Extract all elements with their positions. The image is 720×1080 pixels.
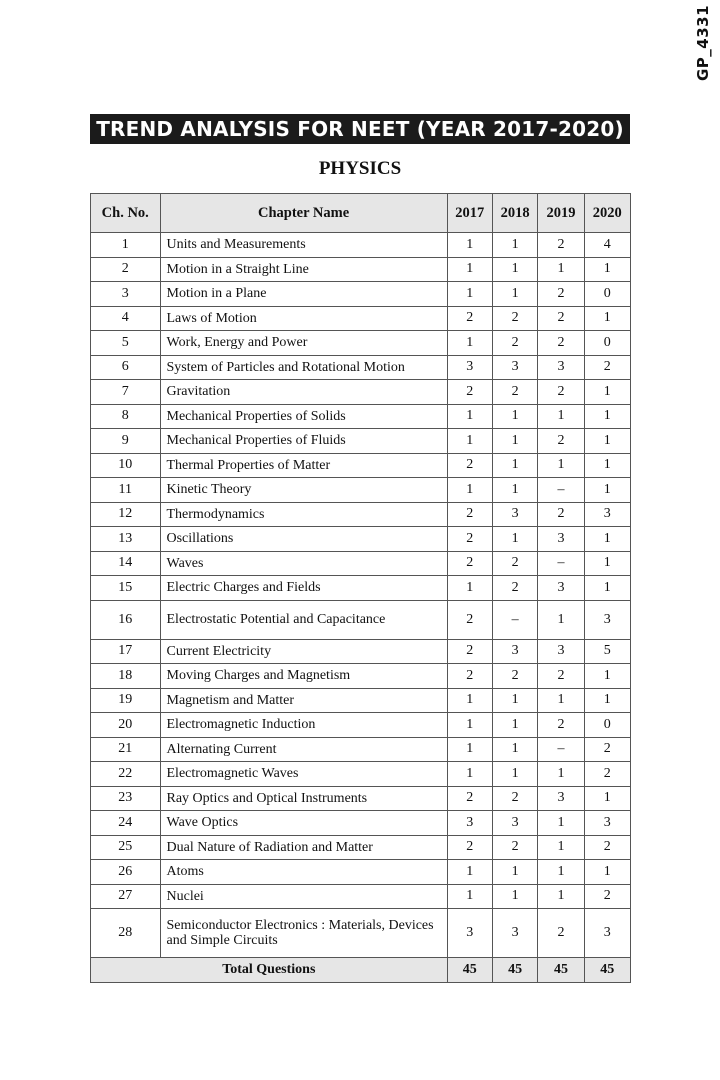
chapter-number: 9 [91, 429, 161, 454]
header-year-2020: 2020 [584, 194, 630, 233]
count-2017: 1 [447, 478, 492, 503]
chapter-name: Semiconductor Electronics : Materials, Devices and Simple Circuits [160, 909, 447, 958]
count-2019: 1 [538, 835, 584, 860]
count-2020: 1 [584, 786, 630, 811]
count-2019: – [538, 551, 584, 576]
count-2020: 2 [584, 737, 630, 762]
count-2019: 1 [538, 257, 584, 282]
table-row [91, 331, 631, 356]
table-row [91, 600, 631, 639]
chapter-number: 5 [91, 331, 161, 356]
chapter-name: Alternating Current [160, 737, 447, 762]
table-row [91, 737, 631, 762]
count-2019: – [538, 478, 584, 503]
chapter-number: 28 [91, 909, 161, 958]
chapter-name: Laws of Motion [160, 306, 447, 331]
header-chapter-name: Chapter Name [160, 194, 447, 233]
chapter-name: Mechanical Properties of Fluids [160, 429, 447, 454]
count-2017: 3 [447, 811, 492, 836]
table-row [91, 860, 631, 885]
table-row [91, 713, 631, 738]
count-2019: 3 [538, 639, 584, 664]
count-2019: 3 [538, 576, 584, 601]
count-2017: 1 [447, 282, 492, 307]
chapter-number: 25 [91, 835, 161, 860]
count-2020: 5 [584, 639, 630, 664]
count-2017: 2 [447, 664, 492, 689]
count-2017: 2 [447, 306, 492, 331]
table-row [91, 551, 631, 576]
table-row [91, 811, 631, 836]
chapter-number: 8 [91, 404, 161, 429]
count-2019: – [538, 737, 584, 762]
count-2019: 1 [538, 453, 584, 478]
trend-table [90, 193, 631, 983]
count-2018: 1 [492, 527, 537, 552]
table-row [91, 835, 631, 860]
table-row [91, 786, 631, 811]
total-2017: 45 [447, 958, 492, 983]
chapter-name: Magnetism and Matter [160, 688, 447, 713]
count-2020: 1 [584, 664, 630, 689]
count-2018: 2 [492, 551, 537, 576]
chapter-number: 19 [91, 688, 161, 713]
count-2018: 1 [492, 884, 537, 909]
chapter-number: 6 [91, 355, 161, 380]
chapter-number: 16 [91, 600, 161, 639]
chapter-number: 24 [91, 811, 161, 836]
count-2019: 2 [538, 909, 584, 958]
count-2020: 3 [584, 600, 630, 639]
chapter-name: Gravitation [160, 380, 447, 405]
count-2018: 1 [492, 233, 537, 258]
chapter-name: Thermal Properties of Matter [160, 453, 447, 478]
chapter-number: 17 [91, 639, 161, 664]
chapter-number: 3 [91, 282, 161, 307]
count-2020: 3 [584, 811, 630, 836]
count-2020: 1 [584, 380, 630, 405]
count-2020: 1 [584, 257, 630, 282]
count-2018: 2 [492, 331, 537, 356]
count-2018: 1 [492, 688, 537, 713]
count-2018: 2 [492, 835, 537, 860]
chapter-name: Dual Nature of Radiation and Matter [160, 835, 447, 860]
count-2018: 1 [492, 282, 537, 307]
count-2019: 2 [538, 233, 584, 258]
chapter-number: 18 [91, 664, 161, 689]
count-2017: 2 [447, 380, 492, 405]
chapter-name: Waves [160, 551, 447, 576]
count-2019: 1 [538, 811, 584, 836]
count-2017: 1 [447, 576, 492, 601]
count-2020: 1 [584, 306, 630, 331]
count-2019: 1 [538, 762, 584, 787]
table-row [91, 429, 631, 454]
count-2020: 4 [584, 233, 630, 258]
count-2019: 2 [538, 664, 584, 689]
count-2020: 3 [584, 909, 630, 958]
chapter-name: Units and Measurements [160, 233, 447, 258]
count-2017: 1 [447, 257, 492, 282]
count-2018: 1 [492, 453, 537, 478]
chapter-number: 4 [91, 306, 161, 331]
chapter-number: 20 [91, 713, 161, 738]
table-header-row [91, 194, 631, 233]
count-2020: 0 [584, 331, 630, 356]
chapter-number: 11 [91, 478, 161, 503]
count-2017: 1 [447, 429, 492, 454]
count-2020: 1 [584, 551, 630, 576]
count-2017: 1 [447, 884, 492, 909]
count-2019: 2 [538, 502, 584, 527]
chapter-name: Electrostatic Potential and Capacitance [160, 600, 447, 639]
count-2017: 3 [447, 355, 492, 380]
chapter-number: 23 [91, 786, 161, 811]
chapter-number: 15 [91, 576, 161, 601]
count-2017: 1 [447, 233, 492, 258]
chapter-name: Ray Optics and Optical Instruments [160, 786, 447, 811]
count-2019: 1 [538, 600, 584, 639]
chapter-number: 13 [91, 527, 161, 552]
count-2018: – [492, 600, 537, 639]
count-2017: 1 [447, 331, 492, 356]
table-row [91, 576, 631, 601]
count-2017: 1 [447, 737, 492, 762]
table-row [91, 502, 631, 527]
chapter-number: 14 [91, 551, 161, 576]
count-2019: 1 [538, 404, 584, 429]
table-row [91, 884, 631, 909]
count-2019: 1 [538, 860, 584, 885]
count-2017: 2 [447, 551, 492, 576]
count-2018: 1 [492, 737, 537, 762]
count-2018: 2 [492, 306, 537, 331]
table-row [91, 257, 631, 282]
total-2020: 45 [584, 958, 630, 983]
count-2018: 3 [492, 639, 537, 664]
table-row [91, 664, 631, 689]
count-2017: 1 [447, 860, 492, 885]
count-2017: 1 [447, 404, 492, 429]
chapter-name: Atoms [160, 860, 447, 885]
page-title-banner: TREND ANALYSIS FOR NEET (YEAR 2017-2020) [90, 114, 630, 144]
chapter-name: Nuclei [160, 884, 447, 909]
count-2019: 3 [538, 786, 584, 811]
count-2019: 2 [538, 713, 584, 738]
count-2020: 1 [584, 453, 630, 478]
header-ch-no: Ch. No. [91, 194, 161, 233]
chapter-number: 21 [91, 737, 161, 762]
count-2020: 1 [584, 860, 630, 885]
table-row [91, 355, 631, 380]
count-2019: 3 [538, 527, 584, 552]
chapter-name: Kinetic Theory [160, 478, 447, 503]
count-2017: 1 [447, 762, 492, 787]
chapter-name: Motion in a Straight Line [160, 257, 447, 282]
count-2020: 1 [584, 404, 630, 429]
total-2019: 45 [538, 958, 584, 983]
count-2019: 1 [538, 688, 584, 713]
chapter-name: Mechanical Properties of Solids [160, 404, 447, 429]
chapter-number: 27 [91, 884, 161, 909]
count-2019: 2 [538, 306, 584, 331]
count-2018: 1 [492, 713, 537, 738]
total-label: Total Questions [91, 958, 448, 983]
count-2017: 2 [447, 600, 492, 639]
count-2017: 3 [447, 909, 492, 958]
header-year-2018: 2018 [492, 194, 537, 233]
count-2017: 2 [447, 502, 492, 527]
table-row [91, 282, 631, 307]
chapter-number: 12 [91, 502, 161, 527]
chapter-number: 22 [91, 762, 161, 787]
count-2020: 0 [584, 713, 630, 738]
count-2017: 2 [447, 639, 492, 664]
table-row [91, 688, 631, 713]
count-2020: 2 [584, 762, 630, 787]
chapter-name: Electromagnetic Waves [160, 762, 447, 787]
count-2017: 2 [447, 453, 492, 478]
count-2019: 2 [538, 282, 584, 307]
chapter-name: Work, Energy and Power [160, 331, 447, 356]
count-2018: 1 [492, 762, 537, 787]
table-row [91, 404, 631, 429]
chapter-number: 1 [91, 233, 161, 258]
table-row [91, 909, 631, 958]
count-2019: 3 [538, 355, 584, 380]
count-2019: 2 [538, 429, 584, 454]
table-row [91, 639, 631, 664]
count-2018: 2 [492, 576, 537, 601]
document-code: GP_4331 [694, 4, 712, 82]
count-2018: 1 [492, 860, 537, 885]
table-row [91, 233, 631, 258]
header-year-2017: 2017 [447, 194, 492, 233]
table-row [91, 380, 631, 405]
table-body [91, 233, 631, 958]
total-2018: 45 [492, 958, 537, 983]
count-2020: 2 [584, 355, 630, 380]
count-2020: 0 [584, 282, 630, 307]
chapter-name: Electromagnetic Induction [160, 713, 447, 738]
count-2020: 1 [584, 576, 630, 601]
table-row [91, 527, 631, 552]
table-row [91, 762, 631, 787]
count-2018: 3 [492, 909, 537, 958]
count-2018: 3 [492, 355, 537, 380]
count-2018: 2 [492, 786, 537, 811]
count-2018: 1 [492, 429, 537, 454]
count-2018: 3 [492, 811, 537, 836]
count-2020: 1 [584, 478, 630, 503]
chapter-name: Electric Charges and Fields [160, 576, 447, 601]
header-year-2019: 2019 [538, 194, 584, 233]
count-2020: 2 [584, 835, 630, 860]
count-2017: 2 [447, 786, 492, 811]
count-2020: 3 [584, 502, 630, 527]
count-2019: 2 [538, 331, 584, 356]
chapter-name: Moving Charges and Magnetism [160, 664, 447, 689]
count-2018: 3 [492, 502, 537, 527]
chapter-name: Motion in a Plane [160, 282, 447, 307]
chapter-name: Oscillations [160, 527, 447, 552]
table-row [91, 306, 631, 331]
chapter-number: 26 [91, 860, 161, 885]
count-2017: 2 [447, 835, 492, 860]
count-2020: 2 [584, 884, 630, 909]
subject-heading: PHYSICS [318, 158, 402, 179]
count-2020: 1 [584, 688, 630, 713]
count-2018: 1 [492, 257, 537, 282]
chapter-name: Thermodynamics [160, 502, 447, 527]
count-2018: 2 [492, 380, 537, 405]
chapter-name: Wave Optics [160, 811, 447, 836]
chapter-name: Current Electricity [160, 639, 447, 664]
count-2017: 1 [447, 688, 492, 713]
count-2019: 2 [538, 380, 584, 405]
count-2017: 2 [447, 527, 492, 552]
table-row [91, 478, 631, 503]
count-2020: 1 [584, 429, 630, 454]
count-2018: 1 [492, 478, 537, 503]
count-2019: 1 [538, 884, 584, 909]
total-row [91, 958, 631, 983]
chapter-name: System of Particles and Rotational Motion [160, 355, 447, 380]
chapter-number: 10 [91, 453, 161, 478]
chapter-number: 2 [91, 257, 161, 282]
count-2018: 1 [492, 404, 537, 429]
count-2020: 1 [584, 527, 630, 552]
table-row [91, 453, 631, 478]
count-2018: 2 [492, 664, 537, 689]
chapter-number: 7 [91, 380, 161, 405]
count-2017: 1 [447, 713, 492, 738]
